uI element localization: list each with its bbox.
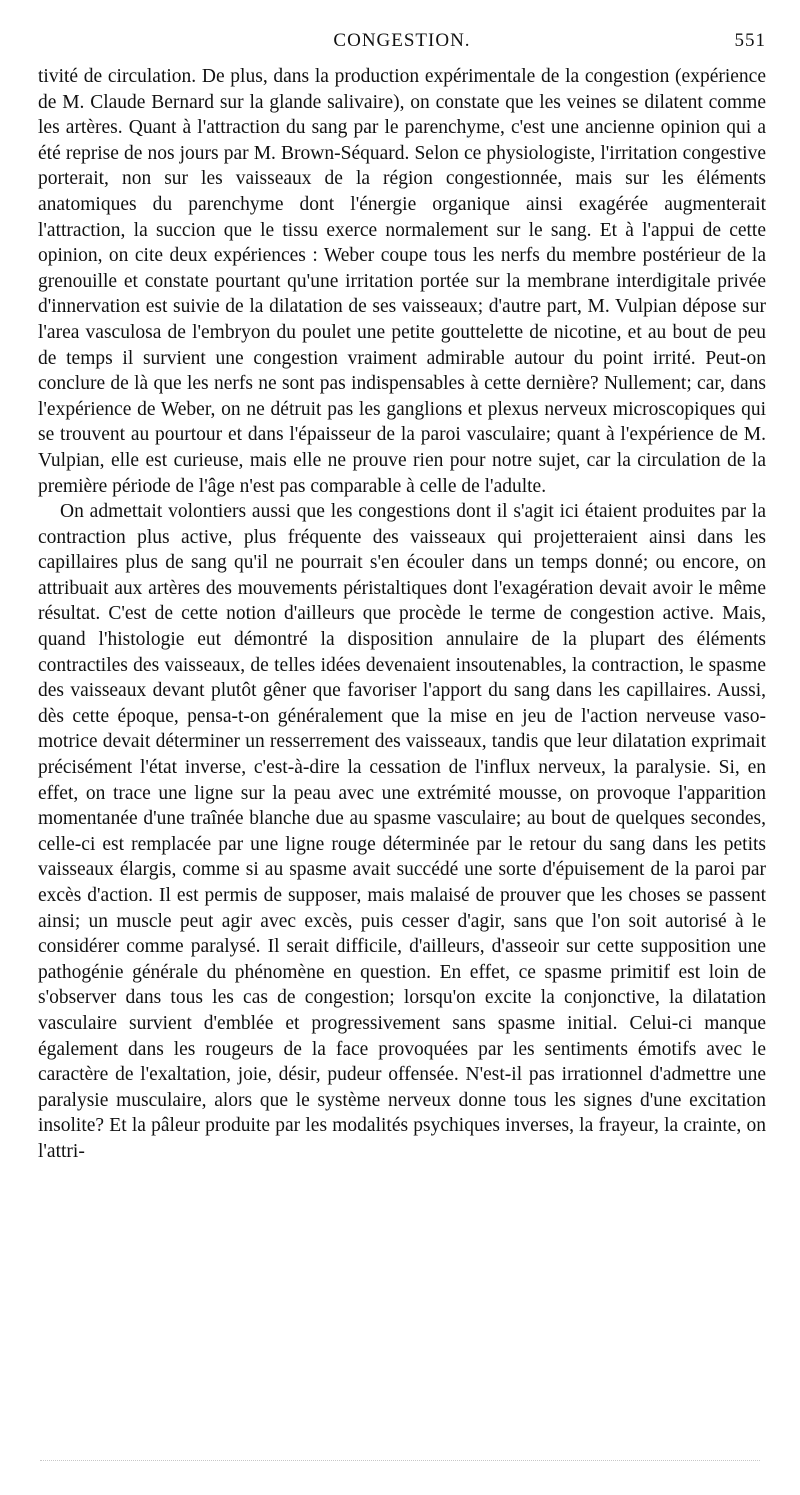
running-head (38, 30, 766, 56)
paragraph-continued: tivité de circulation. De plus, dans la production expérimentale de la congestion (expérience de M. Claude Bernard sur la glande salivaire), on constate que les veines se dilatent comme les artères. Quant à l'attraction du sang par le parenchyme, c'est une ancienne opinion qui a été reprise de nos jours par M. Brown-Séquard. Selon ce physiologiste, l'irritation congestive porterait, non sur les vaisseaux de la région congestionnée, mais sur les éléments anatomiques du parenchyme dont l'énergie organique ainsi exagérée augmenterait l'attraction, la succion que le tissu exerce normalement sur le sang. Et à l'appui de cette opinion, on cite deux expériences : Weber coupe tous les nerfs du membre postérieur de la grenouille et constate pourtant qu'une irritation portée sur la membrane interdigitale privée d'innervation est suivie de la dilatation de ses vaisseaux; d'autre part, M. Vulpian dépose sur l'area vasculosa de l'embryon du poulet une petite gouttelette de nicotine, et au bout de peu de temps il survient une congestion vraiment admirable autour du point irrité. Peut-on conclure de là que les nerfs ne sont pas indispensables à cette dernière? Nullement; car, dans l'expérience de Weber, on ne détruit pas les ganglions et plexus nerveux microscopiques qui se trouvent au pourtour et dans l'épaisseur de la paroi vasculaire; quant à l'expérience de M. Vulpian, elle est curieuse, mais elle ne prouve rien pour notre sujet, car la circulation de la première période de l'âge n'est pas comparable à celle de l'adulte. (38, 66, 766, 497)
page-bottom-divider (40, 1460, 760, 1461)
page-number: 551 (734, 30, 766, 51)
paragraph-active-congestion: On admettait volontiers aussi que les congestions dont il s'agit ici étaient produites par la contraction plus active, plus fréquente des vaisseaux qui projetteraient ainsi dans les capillaires plus de sang qu'il ne pourrait s'en écouler dans un temps donné; ou encore, on attribuait aux artères des mouvements péristaltiques dont l'exagération devait avoir le même résultat. C'est de cette notion d'ailleurs que procède le terme de congestion active. Mais, quand l'histologie eut démontré la disposition annulaire de la plupart des éléments contractiles des vaisseaux, de telles idées devenaient insoutenables, la contraction, le spasme des vaisseaux devant plutôt gêner que favoriser l'apport du sang dans les capillaires. Aussi, dès cette époque, pensa-t-on généralement que la mise en jeu de l'action nerveuse vaso-motrice devait déterminer un resserrement des vaisseaux, tandis que leur dilatation exprimait précisément l'état inverse, c'est-à-dire la cessation de l'influx nerveux, la paralysie. Si, en effet, on trace une ligne sur la peau avec une extrémité mousse, on provoque l'apparition momentanée d'une traînée blanche due au spasme vasculaire; au bout de quelques secondes, celle-ci est remplacée par une ligne rouge déterminée par le retour du sang dans les petits vaisseaux élargis, comme si au spasme avait succédé une sorte d'épuisement de la paroi par excès d'action. Il est permis de supposer, mais malaisé de prouver que les choses se passent ainsi; un muscle peut agir avec excès, puis cesser d'agir, sans que l'on soit autorisé à le considérer comme paralysé. Il serait difficile, d'ailleurs, d'asseoir sur cette supposition une pathogénie générale du phénomène en question. En effet, ce spasme primitif est loin de s'observer dans tous les cas de congestion; lorsqu'on excite la conjonctive, la dilatation vasculaire survient d'emblée et progressivement sans spasme initial. Celui-ci manque également dans les rougeurs de la face provoquées par les sentiments émotifs avec le caractère de l'exaltation, joie, désir, pudeur offensée. N'est-il pas irrationnel d'admettre une paralysie musculaire, alors que le système nerveux donne tous les signes d'une excitation insolite? Et la pâleur produite par les modalités psychiques inverses, la frayeur, la crainte, on l'attri- (38, 501, 766, 1162)
running-title: CONGESTION. (333, 30, 471, 51)
body-text (38, 64, 766, 1165)
